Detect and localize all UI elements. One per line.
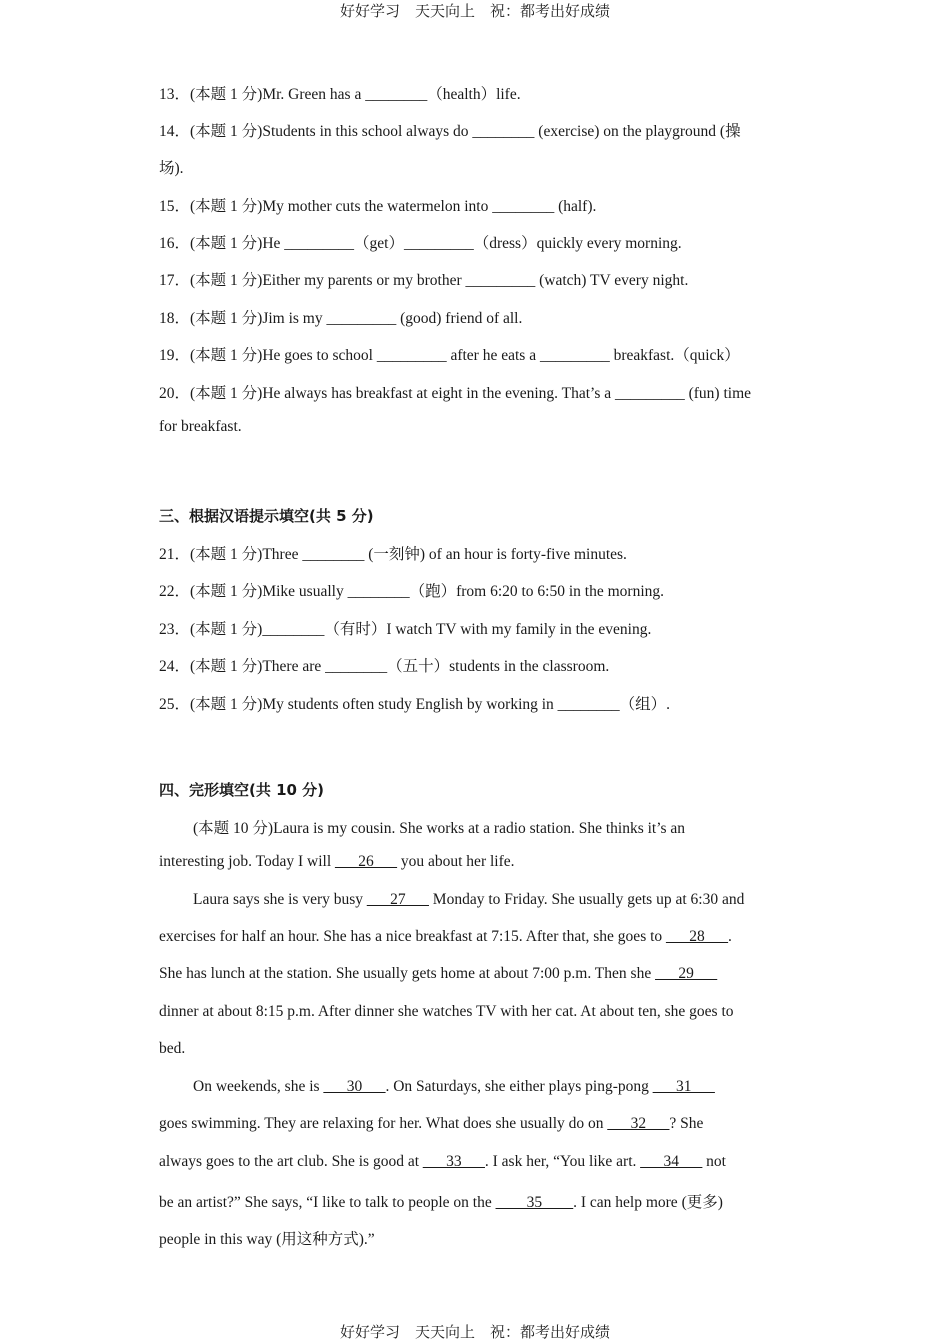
question-17: 17．(本题 1 分)Either my parents or my brother _________ (watch) TV every night. (159, 272, 689, 289)
question-22: 22．(本题 1 分)Mike usually ________（跑）from 6:20 to 6:50 in the morning. (159, 583, 665, 600)
question-20-line-2: for breakfast. (159, 418, 242, 435)
page-header: 好好学习 天天向上 祝：都考出好成绩 (339, 2, 610, 20)
question-14-line-1: 14．(本题 1 分)Students in this school always do ________ (exercise) on the playground (操 (159, 123, 741, 140)
question-24: 24．(本题 1 分)There are ________（五十）students in the classroom. (159, 658, 610, 675)
passage-line: She has lunch at the station. She usually gets home at about 7:00 p.m. Then she ___29___ (159, 965, 718, 982)
blank-35: ____35____ (495, 1194, 574, 1211)
section-3-title: 三、根据汉语提示填空(共 5 分) (159, 507, 374, 525)
blank-28: ___28___ (666, 928, 729, 945)
section-4-title: 四、完形填空(共 10 分) (159, 781, 325, 799)
question-14-line-2: 场). (159, 160, 184, 177)
blank-31: ___31___ (652, 1078, 715, 1095)
blank-34: ___34___ (640, 1153, 703, 1170)
blank-29: ___29___ (655, 965, 718, 982)
blank-32: ___32___ (607, 1115, 670, 1132)
page-footer: 好好学习 天天向上 祝：都考出好成绩 (339, 1323, 610, 1341)
passage-line: dinner at about 8:15 p.m. After dinner she watches TV with her cat. At about ten, she goes to (159, 1003, 734, 1020)
passage-line: exercises for half an hour. She has a nice breakfast at 7:15. After that, she goes to ___28___. (159, 928, 732, 945)
question-16: 16．(本题 1 分)He _________（get）_________（dress）quickly every morning. (159, 235, 682, 252)
blank-33: ___33___ (422, 1153, 485, 1170)
question-19: 19．(本题 1 分)He goes to school _________ after he eats a _________ breakfast.（quick） (159, 347, 740, 364)
passage-line: people in this way (用这种方式).” (159, 1231, 375, 1248)
blank-26: ___26___ (335, 853, 397, 870)
passage-line: always goes to the art club. She is good at ___33___. I ask her, “You like art. ___34___ not (159, 1153, 726, 1170)
blank-27: ___27___ (366, 891, 429, 908)
question-20-line-1: 20．(本题 1 分)He always has breakfast at eight in the evening. That’s a _________ (fun) time (159, 385, 752, 402)
passage-line: goes swimming. They are relaxing for her. What does she usually do on ___32___? She (159, 1115, 704, 1132)
passage-line: On weekends, she is ___30___. On Saturdays, she either plays ping-pong ___31___ (193, 1078, 715, 1095)
question-23: 23．(本题 1 分)________（有时）I watch TV with my family in the evening. (159, 621, 652, 638)
question-25: 25．(本题 1 分)My students often study English by working in ________（组）. (159, 696, 671, 713)
passage-line: bed. (159, 1040, 186, 1057)
blank-30: ___30___ (323, 1078, 386, 1095)
passage-line: be an artist?” She says, “I like to talk to people on the ____35____. I can help more (更多) (159, 1194, 723, 1211)
question-18: 18．(本题 1 分)Jim is my _________ (good) friend of all. (159, 310, 523, 327)
question-21: 21．(本题 1 分)Three ________ (一刻钟) of an hour is forty-five minutes. (159, 546, 627, 563)
passage-line: Laura says she is very busy ___27___ Monday to Friday. She usually gets up at 6:30 and (193, 891, 745, 908)
passage-line: (本题 10 分)Laura is my cousin. She works at a radio station. She thinks it’s an (193, 820, 686, 837)
question-15: 15．(本题 1 分)My mother cuts the watermelon into ________ (half). (159, 198, 597, 215)
question-13: 13．(本题 1 分)Mr. Green has a ________（health）life. (159, 86, 521, 103)
passage-line: interesting job. Today I will ___26___ you about her life. (159, 853, 515, 870)
